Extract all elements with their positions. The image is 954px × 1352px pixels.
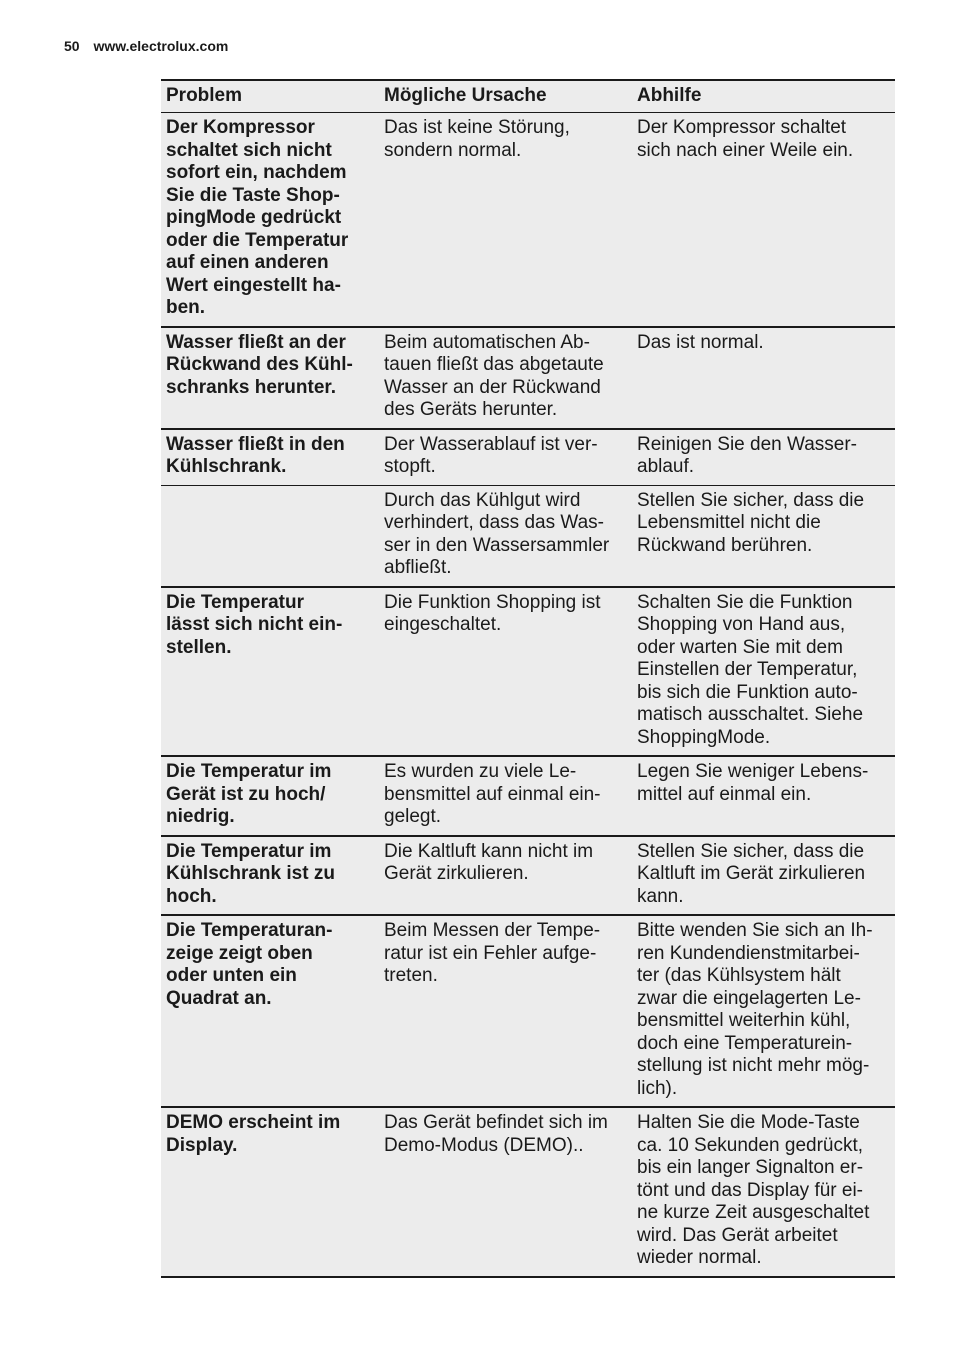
cause-cell: Das ist keine Störung, sondern normal. — [384, 117, 570, 161]
column-header-cause: Mögliche Ursache — [384, 85, 547, 106]
table-row — [161, 836, 895, 916]
remedy-cell: Der Kompressor schaltet sich nach einer Weile ein. — [637, 117, 854, 161]
remedy-cell: Bitte wenden Sie sich an Ih- ren Kundendienstmitarbei- ter (das Kühlsystem hält zwar die eingelagerten Le- bensmittel weiterhin kühl, doch eine Temperaturein- stellung ist nicht mehr mög- lich). — [637, 920, 873, 1099]
problem-cell: Die Temperaturan- zeige zeigt oben oder unten ein Quadrat an. — [166, 920, 333, 1009]
cause-cell: Der Wasserablauf ist ver- stopft. — [384, 433, 598, 477]
cause-cell: Die Funktion Shopping ist eingeschaltet. — [384, 591, 601, 635]
cause-cell: Es wurden zu viele Le- bensmittel auf einmal ein- gelegt. — [384, 761, 601, 827]
cause-cell: Das Gerät befindet sich im Demo-Modus (DEMO).. — [384, 1112, 608, 1156]
cause-cell: Beim Messen der Tempe- ratur ist ein Fehler aufge- treten. — [384, 920, 601, 986]
troubleshooting-table — [161, 79, 895, 1278]
problem-cell: Die Temperatur lässt sich nicht ein- stellen. — [166, 591, 343, 658]
table-row — [161, 587, 895, 757]
problem-cell: Wasser fließt in den Kühlschrank. — [166, 433, 345, 477]
table-header-row — [161, 80, 895, 113]
remedy-cell: Halten Sie die Mode-Taste ca. 10 Sekunden gedrückt, bis ein langer Signalton er- tönt und das Display für ei- ne kurze Zeit ausgeschaltet wird. Das Gerät arbeitet wieder normal. — [637, 1112, 870, 1268]
problem-cell: Die Temperatur im Kühlschrank ist zu hoch. — [166, 840, 335, 907]
problem-cell — [161, 485, 379, 587]
remedy-cell: Stellen Sie sicher, dass die Lebensmittel nicht die Rückwand berühren. — [637, 489, 865, 556]
table-row — [161, 327, 895, 429]
cause-cell: Durch das Kühlgut wird verhindert, dass das Was- ser in den Wassersammler abfließt. — [384, 489, 610, 578]
remedy-cell: Legen Sie weniger Lebens- mittel auf einmal ein. — [637, 761, 869, 805]
table-row — [161, 429, 895, 486]
table-row — [161, 485, 895, 587]
column-header-remedy: Abhilfe — [637, 85, 702, 106]
problem-cell: DEMO erscheint im Display. — [166, 1112, 341, 1156]
problem-cell: Der Kompressor schaltet sich nicht sofort ein, nachdem Sie die Taste Shop- pingMode gedrückt oder die Temperatur auf einen anderen Wert eingestellt ha- ben. — [166, 117, 349, 318]
column-header-problem: Problem — [166, 85, 243, 106]
cause-cell: Die Kaltluft kann nicht im Gerät zirkulieren. — [384, 840, 594, 884]
remedy-cell: Stellen Sie sicher, dass die Kaltluft im Gerät zirkulieren kann. — [637, 840, 866, 907]
table-row — [161, 1107, 895, 1277]
remedy-cell: Das ist normal. — [637, 331, 764, 353]
page-header — [64, 38, 238, 54]
cause-cell: Beim automatischen Ab- tauen fließt das abgetaute Wasser an der Rückwand des Geräts herunter. — [384, 331, 604, 420]
table-row — [161, 756, 895, 836]
site-url: www.electrolux.com — [93, 38, 229, 54]
page-number: 50 — [64, 38, 80, 54]
remedy-cell: Reinigen Sie den Wasser- ablauf. — [637, 433, 858, 477]
table-row — [161, 915, 895, 1107]
problem-cell: Wasser fließt an der Rückwand des Kühl- schranks herunter. — [166, 331, 353, 398]
problem-cell: Die Temperatur im Gerät ist zu hoch/ niedrig. — [166, 761, 332, 827]
table-row — [161, 113, 895, 327]
remedy-cell: Schalten Sie die Funktion Shopping von Hand aus, oder warten Sie mit dem Einstellen der Temperatur, bis sich die Funktion auto- matisch ausschaltet. Siehe ShoppingMode. — [637, 591, 864, 748]
